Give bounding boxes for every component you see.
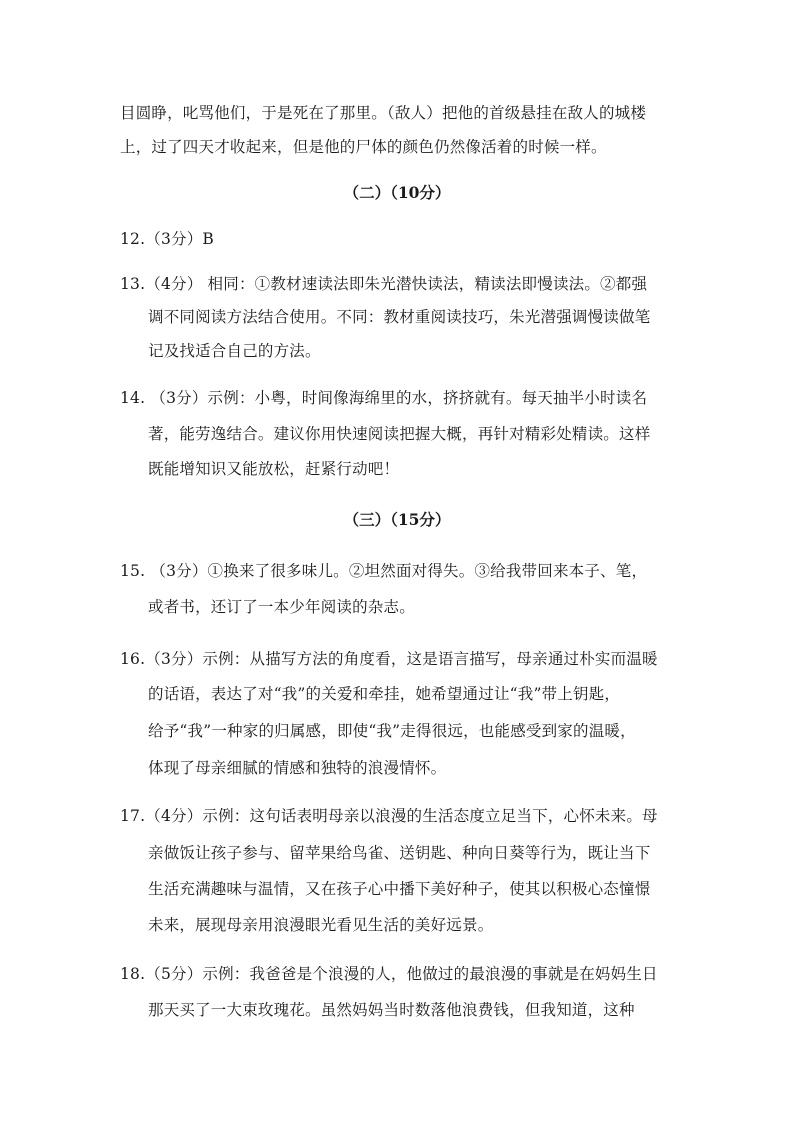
answer-15-line-2: 或者书，还订了一本少年阅读的杂志。 xyxy=(148,598,415,616)
section-three-heading: （三）（15分） xyxy=(343,510,451,529)
answer-14-line-3: 既能增知识又能放松，赶紧行动吧！ xyxy=(148,460,400,478)
answer-16-line-1: 16.（3分）示例：从描写方法的角度看，这是语言描写，母亲通过朴实而温暖 xyxy=(120,650,658,668)
intro-line-1: 目圆睁，叱骂他们，于是死在了那里。（敌人）把他的首级悬挂在敌人的城楼 xyxy=(120,104,647,122)
answer-17-line-3: 生活充满趣味与温情，又在孩子心中播下美好种子，使其以积极心态憧憬 xyxy=(148,880,651,898)
answer-17-line-1: 17.（4分）示例：这句话表明母亲以浪漫的生活态度立足当下，心怀未来。母 xyxy=(120,807,658,825)
answer-17-line-4: 未来，展现母亲用浪漫眼光看见生活的美好远景。 xyxy=(148,916,494,934)
answer-18-line-1: 18.（5分）示例：我爸爸是个浪漫的人，他做过的最浪漫的事就是在妈妈生日 xyxy=(120,965,658,983)
answer-14-line-1: 14. （3分）示例：小粤，时间像海绵里的水，挤挤就有。每天抽半小时读名 xyxy=(120,389,648,407)
answer-16-line-3: 给予“我”一种家的归属感，即使“我”走得很远，也能感受到家的温暖， xyxy=(148,722,636,740)
answer-16-line-4: 体现了母亲细腻的情感和独特的浪漫情怀。 xyxy=(148,759,447,777)
answer-12-line-1: 12.（3分）B xyxy=(120,230,215,248)
intro-line-2: 上，过了四天才收起来，但是他的尸体的颜色仍然像活着的时候一样。 xyxy=(120,138,607,156)
answer-15-line-1: 15. （3分）①换来了很多味儿。②坦然面对得失。③给我带回来本子、笔， xyxy=(120,562,648,580)
answer-13-line-3: 记及找适合自己的方法。 xyxy=(148,342,321,360)
answer-13-line-1: 13.（4分） 相同：①教材速读法即朱光潜快读法，精读法即慢读法。②都强 xyxy=(120,275,648,293)
answer-13-line-2: 调不同阅读方法结合使用。不同：教材重阅读技巧，朱光潜强调慢读做笔 xyxy=(148,308,651,326)
answer-16-line-2: 的话语，表达了对“我”的关爱和牵挂，她希望通过让“我”带上钥匙， xyxy=(148,685,621,703)
answer-17-line-2: 亲做饭让孩子参与、留苹果给鸟雀、送钥匙、种向日葵等行为，既让当下 xyxy=(148,844,651,862)
answer-14-line-2: 著，能劳逸结合。建议你用快速阅读把握大概，再针对精彩处精读。这样 xyxy=(148,425,651,443)
answer-18-line-2: 那天买了一大束玫瑰花。虽然妈妈当时数落他浪费钱，但我知道，这种 xyxy=(148,1001,635,1019)
section-two-heading: （二）（10分） xyxy=(343,183,451,202)
